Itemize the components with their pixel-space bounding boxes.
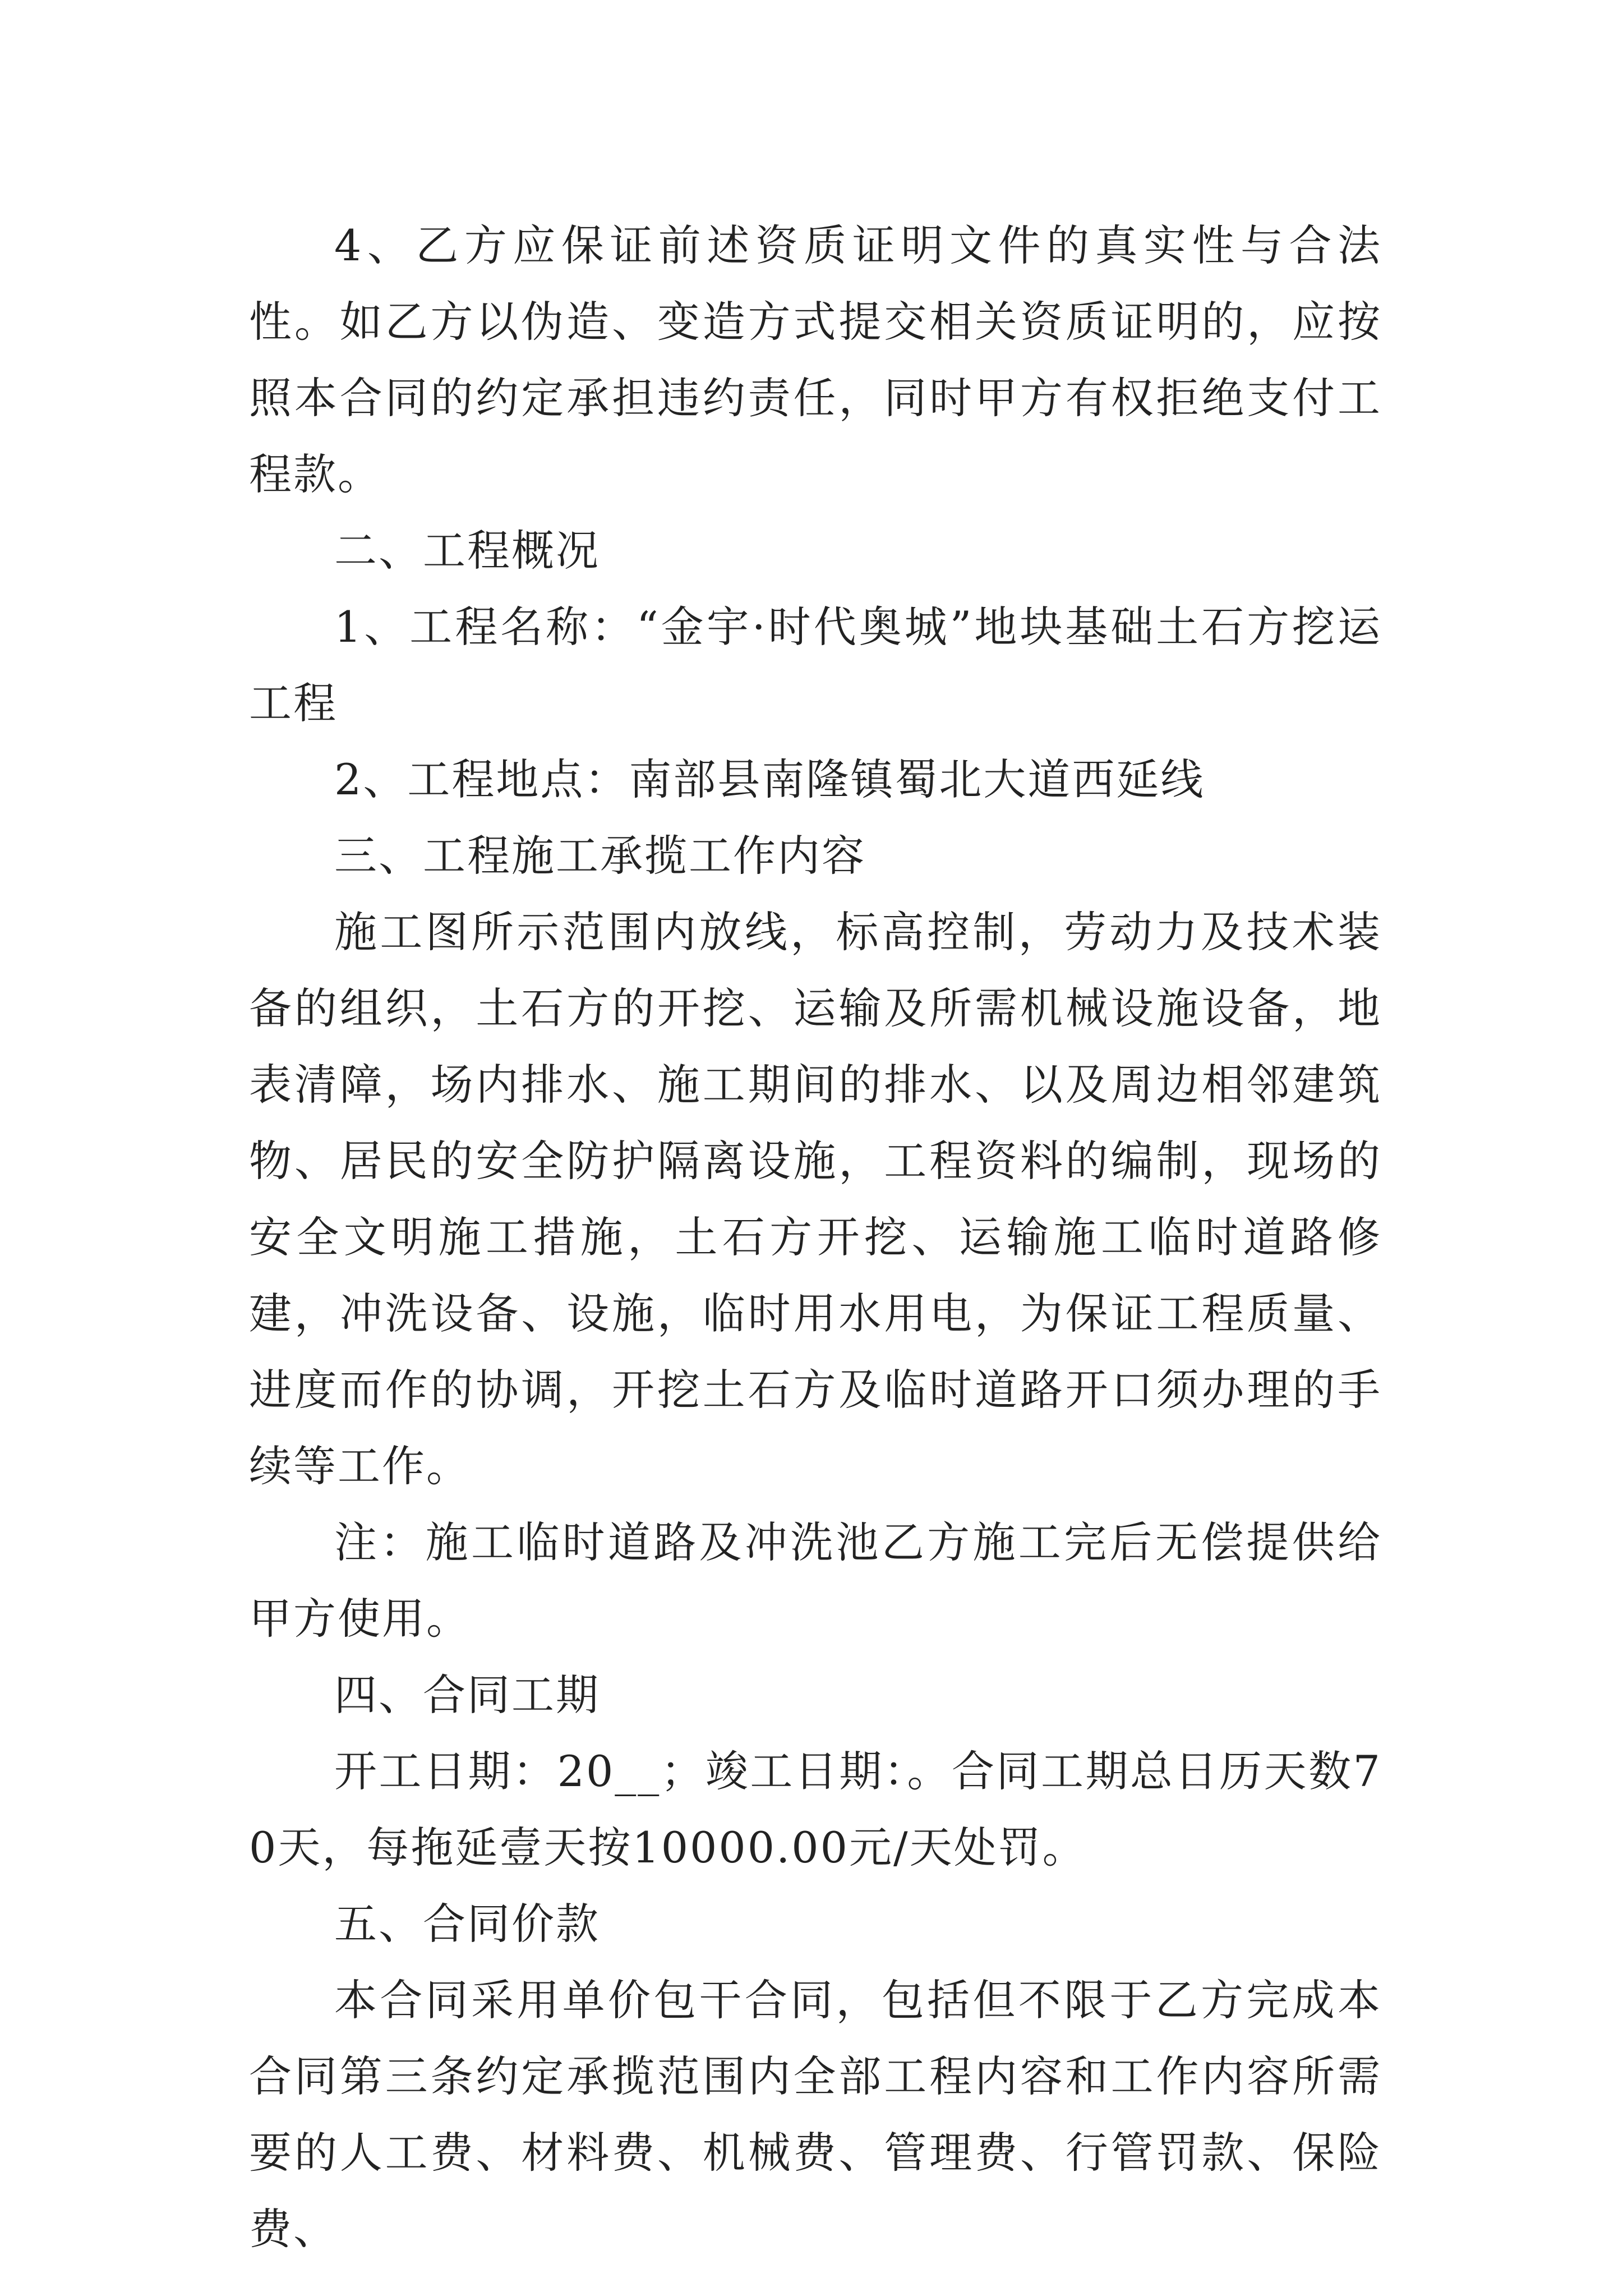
paragraph-qualification-clause: 4、乙方应保证前述资质证明文件的真实性与合法性。如乙方以伪造、变造方式提交相关资质证明的，应按照本合同的约定承担违约责任，同时甲方有权拒绝支付工程款。 bbox=[249, 220, 1382, 499]
section-heading-contract-period: 四、合同工期 bbox=[334, 1670, 600, 1720]
paragraph-project-location: 2、工程地点：南部县南隆镇蜀北大道西延线 bbox=[334, 754, 1205, 804]
paragraph-note: 注：施工临时道路及冲洗池乙方施工完后无偿提供给甲方使用。 bbox=[249, 1517, 1382, 1644]
document-body bbox=[249, 208, 1382, 2267]
paragraph-project-name: 1、工程名称：“金宇·时代奥城”地块基础土石方挖运工程 bbox=[249, 602, 1382, 728]
paragraph-contract-period: 开工日期：20__；竣工日期：。合同工期总日历天数70天，每拖延壹天按10000.00元/天处罚。 bbox=[249, 1746, 1382, 1872]
paragraph-contract-price: 本合同采用单价包干合同，包括但不限于乙方完成本合同第三条约定承揽范围内全部工程内容和工作内容所需要的人工费、材料费、机械费、管理费、行管罚款、保险费、 bbox=[249, 1975, 1382, 2254]
section-heading-contract-price: 五、合同价款 bbox=[334, 1899, 600, 1949]
paragraph-work-scope: 施工图所示范围内放线，标高控制，劳动力及技术装备的组织，土石方的开挖、运输及所需机械设施设备，地表清障，场内排水、施工期间的排水、以及周边相邻建筑物、居民的安全防护隔离设施，工程资料的编制，现场的安全文明施工措施，土石方开挖、运输施工临时道路修建，冲洗设备、设施，临时用水用电，为保证工程质量、进度而作的协调，开挖土石方及临时道路开口须办理的手续等工作。 bbox=[249, 907, 1382, 1491]
section-heading-work-scope: 三、工程施工承揽工作内容 bbox=[334, 831, 866, 881]
section-heading-project-overview: 二、工程概况 bbox=[334, 526, 600, 576]
